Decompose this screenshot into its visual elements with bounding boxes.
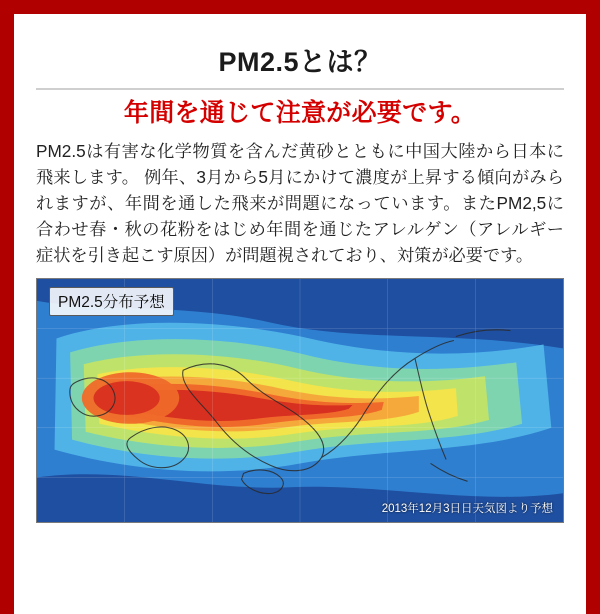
- headline-text: 年間を通じて注意が必要です。: [123, 98, 477, 127]
- body-paragraph: [36, 138, 564, 269]
- poster-content: [14, 28, 586, 600]
- frame-left-bar: [0, 14, 14, 614]
- title-divider: [36, 88, 564, 90]
- map-credit-label: 2013年12月3日日天気図より予想: [381, 503, 553, 516]
- pm25-distribution-figure: [36, 278, 564, 523]
- frame-right-bar: [586, 14, 600, 614]
- body-paragraph-text: PM2.5は有害な化学物質を含んだ黄砂とともに中国大陸から日本に飛来します。 例年、3月から5月にかけて濃度が上昇する傾向がみられますが、年間を通した飛来が問題になっています。またPM2,5に合わせ春・秋の花粉をはじめ年間を通じたアレルゲン（アレルギー症状を引き起こす原因）が問題視されており、対策が必要です。: [36, 140, 564, 266]
- map-title-label: PM2.5分布予想: [49, 287, 174, 316]
- page-title: PM2.5とは？: [218, 47, 382, 77]
